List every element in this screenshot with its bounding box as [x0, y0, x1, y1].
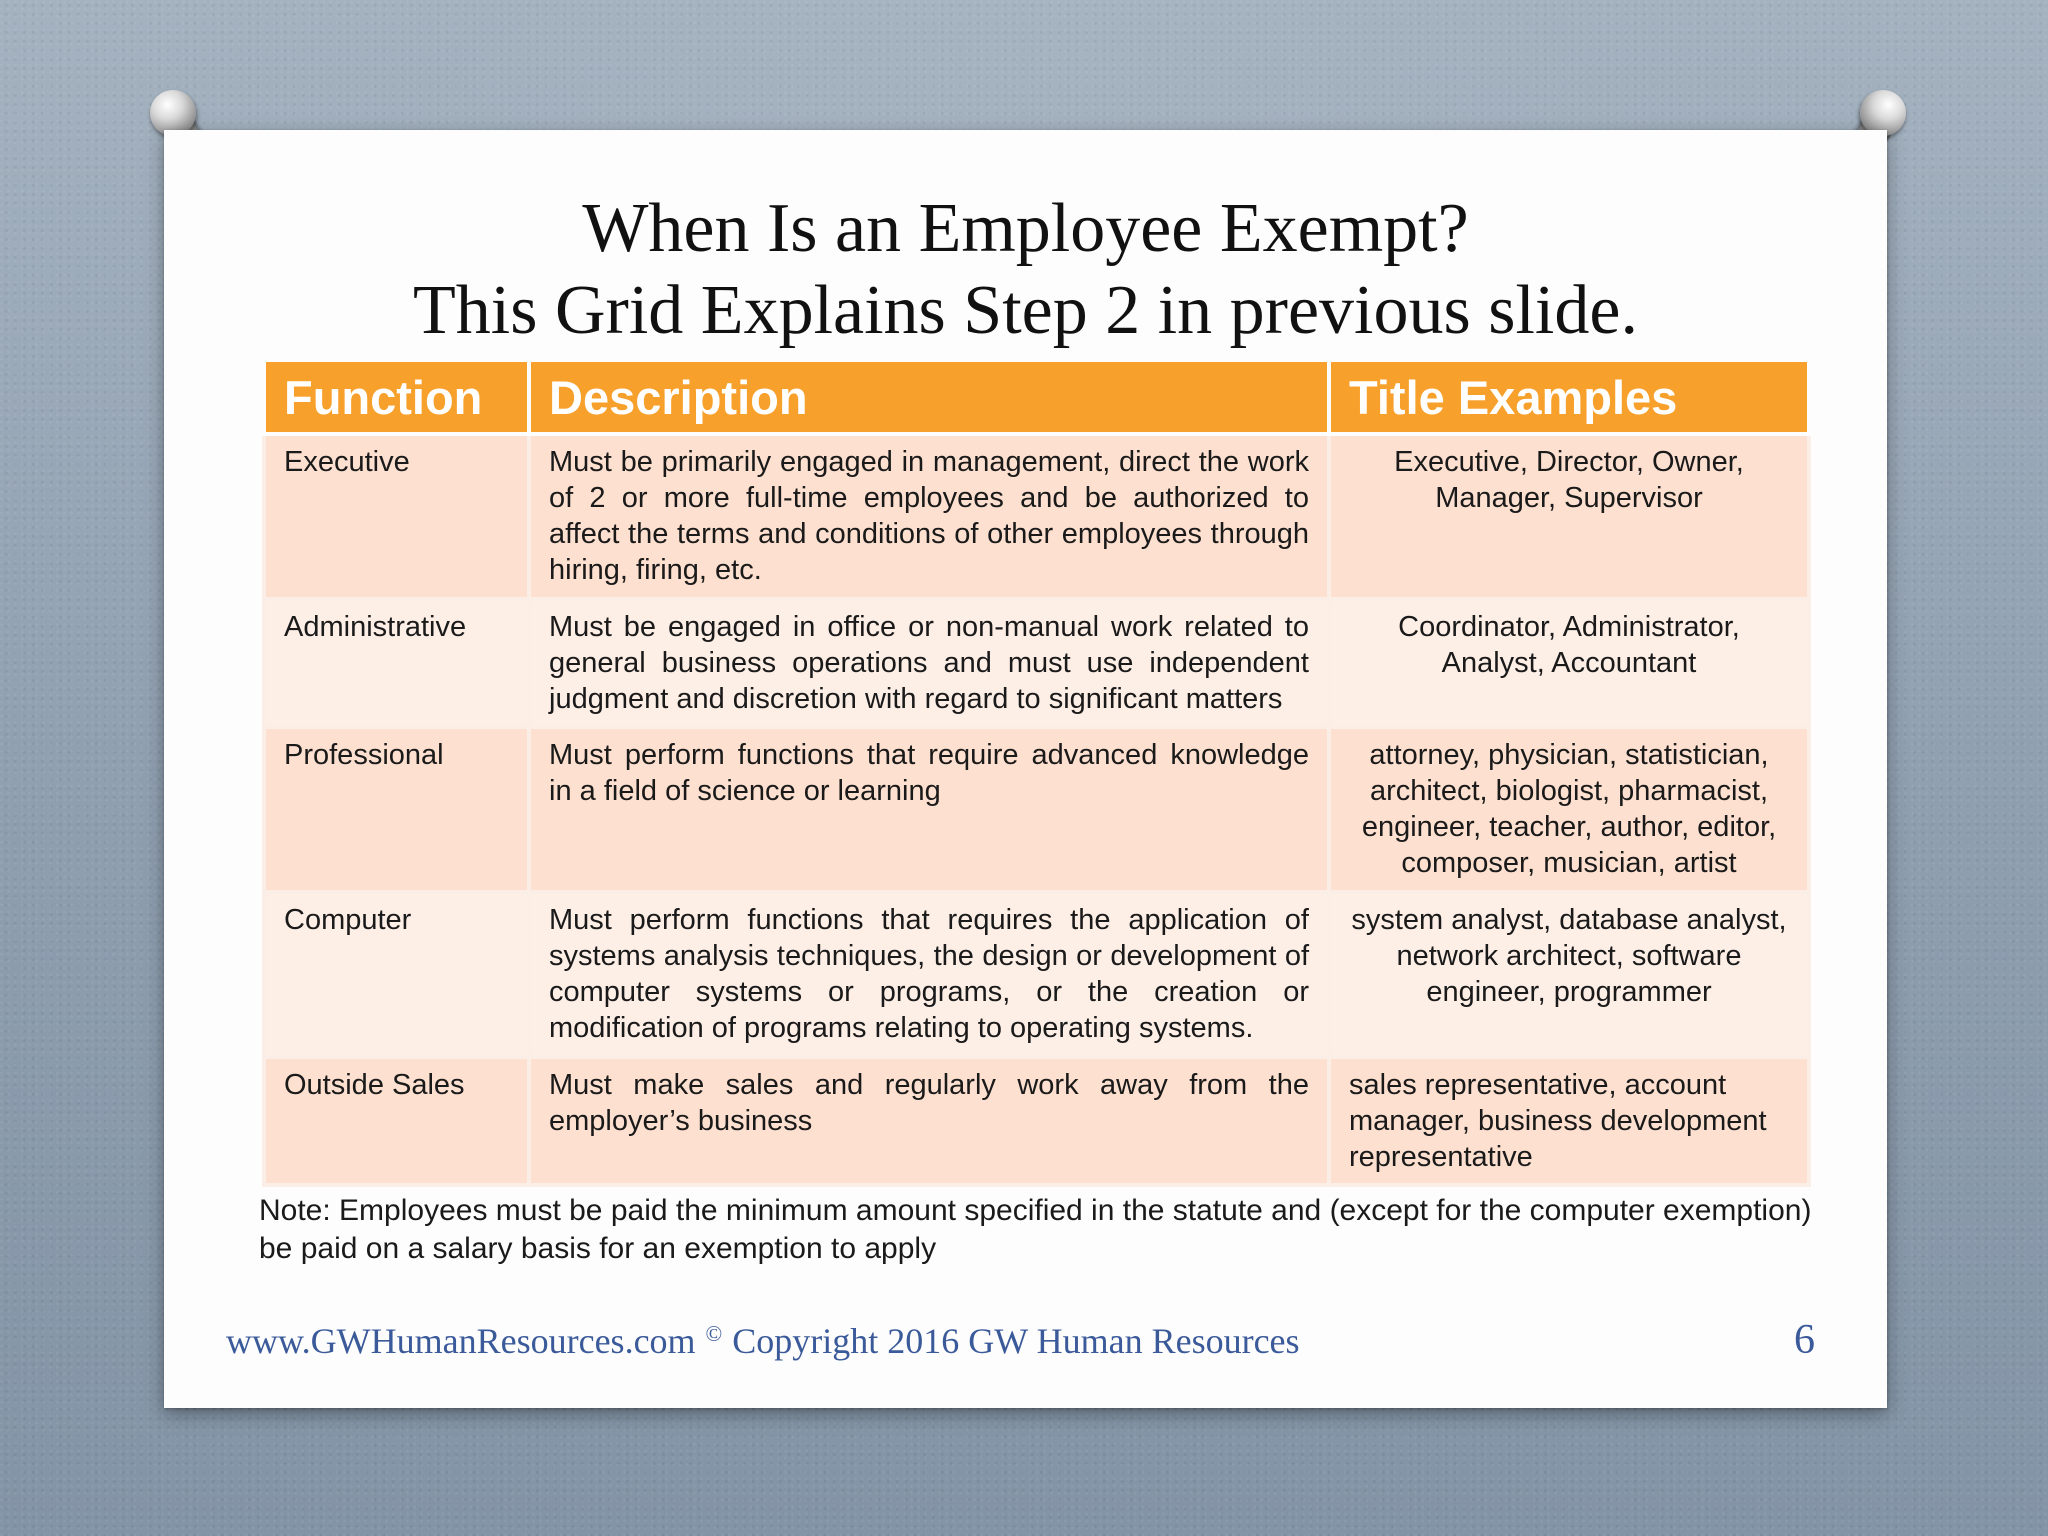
function-cell: Professional	[264, 727, 529, 892]
table-row	[264, 599, 1809, 727]
footnote: Note: Employees must be paid the minimum amount specified in the statute and (except for the computer exemption) be paid on a salary basis for an exemption to apply	[259, 1194, 1812, 1265]
description-cell: Must perform functions that require advanced knowledge in a field of science or learning	[529, 727, 1329, 892]
title-line-2: This Grid Explains Step 2 in previous slide.	[413, 272, 1638, 349]
column-header-function: Function	[264, 360, 529, 434]
examples-cell: system analyst, database analyst, network architect, software engineer, programmer	[1329, 892, 1809, 1057]
function-cell: Executive	[264, 434, 529, 599]
examples-cell: Coordinator, Administrator, Analyst, Accountant	[1329, 599, 1809, 727]
description-cell: Must be engaged in office or non-manual work related to general business operations and must use independent judgment and discretion with regard to significant matters	[529, 599, 1329, 727]
table-row	[264, 434, 1809, 599]
exemption-grid	[262, 358, 1811, 1187]
examples-cell: sales representative, account manager, business development representative	[1329, 1057, 1809, 1185]
copyright-symbol: ©	[705, 1321, 723, 1346]
slide-footer	[226, 1320, 1300, 1362]
table-row	[264, 727, 1809, 892]
examples-cell: Executive, Director, Owner, Manager, Supervisor	[1329, 434, 1809, 599]
table-row	[264, 892, 1809, 1057]
table-row	[264, 1057, 1809, 1185]
slide-title	[164, 188, 1887, 352]
website-link[interactable]: www.GWHumanResources.com	[226, 1321, 696, 1361]
title-line-1: When Is an Employee Exempt?	[582, 190, 1469, 267]
table-header-row	[264, 360, 1809, 434]
page-number: 6	[1794, 1317, 1815, 1363]
slide-paper	[164, 130, 1887, 1408]
function-cell: Outside Sales	[264, 1057, 529, 1185]
column-header-description: Description	[529, 360, 1329, 434]
description-cell: Must make sales and regularly work away from the employer’s business	[529, 1057, 1329, 1185]
function-cell: Computer	[264, 892, 529, 1057]
description-cell: Must perform functions that requires the application of systems analysis techniques, the design or development of computer systems or programs, or the creation or modification of programs relating to operating systems.	[529, 892, 1329, 1057]
copyright-text: Copyright 2016 GW Human Resources	[732, 1321, 1300, 1361]
column-header-title-examples: Title Examples	[1329, 360, 1809, 434]
examples-cell: attorney, physician, statistician, architect, biologist, pharmacist, engineer, teacher, author, editor, composer, musician, artist	[1329, 727, 1809, 892]
description-cell: Must be primarily engaged in management, direct the work of 2 or more full-time employees and be authorized to affect the terms and conditions of other employees through hiring, firing, etc.	[529, 434, 1329, 599]
function-cell: Administrative	[264, 599, 529, 727]
